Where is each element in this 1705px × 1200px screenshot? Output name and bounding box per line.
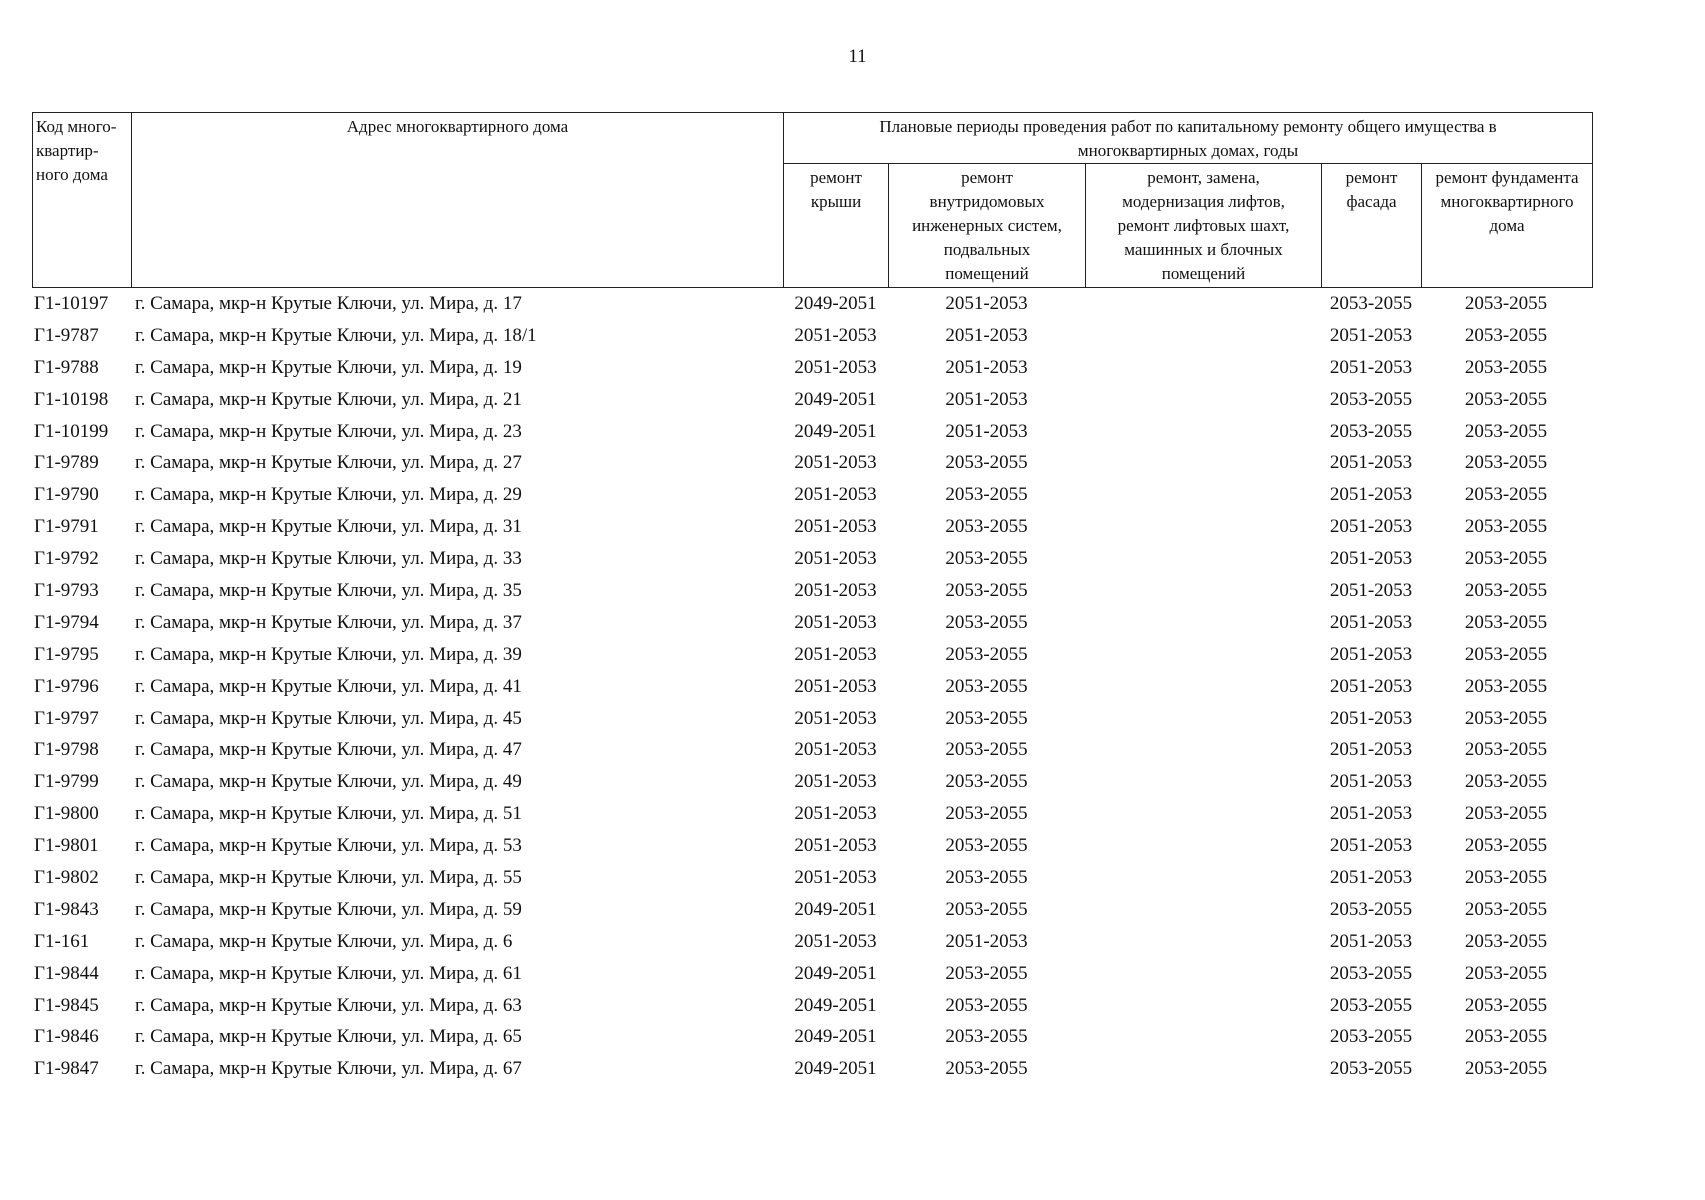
header-address: [132, 113, 784, 288]
cell-code: Г1-9844: [34, 962, 99, 984]
table-row: [32, 1053, 1592, 1085]
cell-address: г. Самара, мкр-н Крутые Ключи, ул. Мира, д. 49: [135, 771, 522, 793]
header-code-line: Код много-: [36, 117, 117, 136]
cell-foundation: 2053-2055: [1464, 866, 1548, 888]
cell-facade: 2051-2053: [1329, 356, 1413, 378]
page-number: 11: [848, 46, 867, 67]
cell-code: Г1-9798: [34, 739, 99, 761]
cell-address: г. Самара, мкр-н Крутые Ключи, ул. Мира, д. 19: [135, 356, 522, 378]
cell-code: Г1-9801: [34, 835, 99, 857]
header-code: [33, 113, 132, 288]
table-row: [32, 607, 1592, 639]
cell-address: г. Самара, мкр-н Крутые Ключи, ул. Мира, д. 33: [135, 548, 522, 570]
cell-address: г. Самара, мкр-н Крутые Ключи, ул. Мира, д. 31: [135, 516, 522, 538]
table-row: [32, 1021, 1592, 1053]
cell-foundation: 2053-2055: [1464, 898, 1548, 920]
cell-code: Г1-9800: [34, 803, 99, 825]
cell-foundation: 2053-2055: [1464, 548, 1548, 570]
cell-engineering: 2053-2055: [945, 611, 1028, 633]
cell-foundation: 2053-2055: [1464, 516, 1548, 538]
header-lifts: [1086, 164, 1322, 288]
cell-foundation: 2053-2055: [1464, 930, 1548, 952]
cell-address: г. Самара, мкр-н Крутые Ключи, ул. Мира, д. 63: [135, 994, 522, 1016]
cell-engineering: 2053-2055: [945, 548, 1028, 570]
cell-foundation: 2053-2055: [1464, 611, 1548, 633]
cell-engineering: 2053-2055: [945, 484, 1028, 506]
header-engineering-line: инженерных систем,: [912, 216, 1062, 235]
cell-address: г. Самара, мкр-н Крутые Ключи, ул. Мира, д. 17: [135, 292, 522, 314]
header-lifts-line: ремонт, замена,: [1147, 168, 1260, 187]
cell-roof: 2049-2051: [794, 388, 877, 410]
cell-roof: 2051-2053: [794, 548, 877, 570]
cell-address: г. Самара, мкр-н Крутые Ключи, ул. Мира, д. 55: [135, 866, 522, 888]
cell-facade: 2051-2053: [1329, 675, 1413, 697]
cell-foundation: 2053-2055: [1464, 452, 1548, 474]
header-facade: [1322, 164, 1422, 288]
cell-engineering: 2051-2053: [945, 388, 1028, 410]
cell-facade: 2053-2055: [1329, 898, 1413, 920]
cell-address: г. Самара, мкр-н Крутые Ключи, ул. Мира, д. 39: [135, 643, 522, 665]
header-periods-line: многоквартирных домах, годы: [1077, 141, 1299, 160]
cell-engineering: 2053-2055: [945, 675, 1028, 697]
cell-code: Г1-9843: [34, 898, 99, 920]
table-row: [32, 352, 1592, 384]
table-row: [32, 766, 1592, 798]
cell-code: Г1-10197: [34, 292, 109, 314]
table-row: [32, 543, 1592, 575]
cell-engineering: 2053-2055: [945, 898, 1028, 920]
table-row: [32, 416, 1592, 448]
cell-address: г. Самара, мкр-н Крутые Ключи, ул. Мира, д. 18/1: [135, 324, 537, 346]
cell-roof: 2049-2051: [794, 292, 877, 314]
cell-code: Г1-9791: [34, 516, 99, 538]
cell-engineering: 2053-2055: [945, 643, 1028, 665]
cell-engineering: 2053-2055: [945, 1058, 1028, 1080]
cell-foundation: 2053-2055: [1464, 1058, 1548, 1080]
header-engineering-line: ремонт: [961, 168, 1013, 187]
cell-code: Г1-9847: [34, 1058, 99, 1080]
cell-code: Г1-9846: [34, 1026, 99, 1048]
cell-facade: 2053-2055: [1329, 1026, 1413, 1048]
header-periods: [784, 113, 1593, 164]
table-row: [32, 447, 1592, 479]
header-roof-line: ремонт: [810, 168, 862, 187]
cell-foundation: 2053-2055: [1464, 835, 1548, 857]
table-body: [32, 288, 1592, 1085]
cell-code: Г1-9790: [34, 484, 99, 506]
cell-code: Г1-161: [34, 930, 90, 952]
cell-code: Г1-9797: [34, 707, 99, 729]
table-row: [32, 958, 1592, 990]
cell-foundation: 2053-2055: [1464, 771, 1548, 793]
cell-facade: 2051-2053: [1329, 452, 1413, 474]
cell-facade: 2051-2053: [1329, 866, 1413, 888]
cell-foundation: 2053-2055: [1464, 803, 1548, 825]
cell-roof: 2051-2053: [794, 707, 877, 729]
cell-roof: 2051-2053: [794, 324, 877, 346]
cell-engineering: 2053-2055: [945, 516, 1028, 538]
cell-foundation: 2053-2055: [1464, 484, 1548, 506]
cell-facade: 2051-2053: [1329, 803, 1413, 825]
cell-roof: 2051-2053: [794, 643, 877, 665]
header-roof: [784, 164, 889, 288]
header-lifts-line: ремонт лифтовых шахт,: [1117, 216, 1290, 235]
cell-engineering: 2053-2055: [945, 1026, 1028, 1048]
cell-roof: 2051-2053: [794, 611, 877, 633]
header-lifts-line: помещений: [1161, 264, 1246, 283]
cell-code: Г1-9788: [34, 356, 99, 378]
cell-address: г. Самара, мкр-н Крутые Ключи, ул. Мира, д. 27: [135, 452, 522, 474]
table-row: [32, 288, 1592, 320]
table-row: [32, 926, 1592, 958]
table-row: [32, 320, 1592, 352]
cell-roof: 2049-2051: [794, 994, 877, 1016]
cell-facade: 2051-2053: [1329, 516, 1413, 538]
table-row: [32, 830, 1592, 862]
cell-address: г. Самара, мкр-н Крутые Ключи, ул. Мира, д. 61: [135, 962, 522, 984]
cell-roof: 2051-2053: [794, 579, 877, 601]
cell-code: Г1-10199: [34, 420, 109, 442]
cell-facade: 2051-2053: [1329, 548, 1413, 570]
cell-roof: 2051-2053: [794, 803, 877, 825]
cell-address: г. Самара, мкр-н Крутые Ключи, ул. Мира, д. 65: [135, 1026, 522, 1048]
cell-foundation: 2053-2055: [1464, 420, 1548, 442]
cell-address: г. Самара, мкр-н Крутые Ключи, ул. Мира, д. 21: [135, 388, 522, 410]
cell-roof: 2049-2051: [794, 420, 877, 442]
cell-foundation: 2053-2055: [1464, 388, 1548, 410]
table-row: [32, 639, 1592, 671]
cell-foundation: 2053-2055: [1464, 579, 1548, 601]
cell-engineering: 2051-2053: [945, 324, 1028, 346]
cell-engineering: 2051-2053: [945, 420, 1028, 442]
table-row: [32, 671, 1592, 703]
table-row: [32, 703, 1592, 735]
header-engineering-line: подвальных: [943, 240, 1031, 259]
cell-facade: 2053-2055: [1329, 292, 1413, 314]
cell-code: Г1-9845: [34, 994, 99, 1016]
header-lifts-line: машинных и блочных: [1124, 240, 1283, 259]
cell-foundation: 2053-2055: [1464, 707, 1548, 729]
header-engineering: [889, 164, 1086, 288]
cell-roof: 2051-2053: [794, 516, 877, 538]
cell-roof: 2051-2053: [794, 484, 877, 506]
header-foundation-line: дома: [1489, 216, 1525, 235]
header-code-line: ного дома: [36, 165, 108, 184]
table-row: [32, 511, 1592, 543]
cell-facade: 2053-2055: [1329, 388, 1413, 410]
cell-code: Г1-9787: [34, 324, 99, 346]
cell-engineering: 2053-2055: [945, 739, 1028, 761]
cell-engineering: 2053-2055: [945, 707, 1028, 729]
cell-engineering: 2051-2053: [945, 356, 1028, 378]
cell-engineering: 2051-2053: [945, 292, 1028, 314]
cell-engineering: 2053-2055: [945, 866, 1028, 888]
cell-address: г. Самара, мкр-н Крутые Ключи, ул. Мира, д. 67: [135, 1058, 522, 1080]
cell-address: г. Самара, мкр-н Крутые Ключи, ул. Мира, д. 51: [135, 803, 522, 825]
cell-facade: 2053-2055: [1329, 994, 1413, 1016]
table-row: [32, 384, 1592, 416]
header-facade-line: ремонт: [1345, 168, 1398, 187]
cell-facade: 2051-2053: [1329, 643, 1413, 665]
cell-code: Г1-9795: [34, 643, 99, 665]
cell-roof: 2051-2053: [794, 739, 877, 761]
cell-facade: 2051-2053: [1329, 579, 1413, 601]
cell-engineering: 2053-2055: [945, 803, 1028, 825]
cell-code: Г1-9793: [34, 579, 99, 601]
cell-foundation: 2053-2055: [1464, 643, 1548, 665]
cell-address: г. Самара, мкр-н Крутые Ключи, ул. Мира, д. 35: [135, 579, 522, 601]
cell-address: г. Самара, мкр-н Крутые Ключи, ул. Мира, д. 59: [135, 898, 522, 920]
header-engineering-line: помещений: [945, 264, 1029, 283]
cell-address: г. Самара, мкр-н Крутые Ключи, ул. Мира, д. 6: [135, 930, 513, 952]
header-foundation: [1422, 164, 1593, 288]
cell-engineering: 2051-2053: [945, 930, 1028, 952]
cell-facade: 2051-2053: [1329, 484, 1413, 506]
cell-roof: 2051-2053: [794, 356, 877, 378]
cell-code: Г1-9794: [34, 611, 99, 633]
cell-foundation: 2053-2055: [1464, 324, 1548, 346]
cell-address: г. Самара, мкр-н Крутые Ключи, ул. Мира, д. 37: [135, 611, 522, 633]
table-row: [32, 862, 1592, 894]
cell-roof: 2049-2051: [794, 898, 877, 920]
cell-facade: 2051-2053: [1329, 835, 1413, 857]
cell-engineering: 2053-2055: [945, 962, 1028, 984]
cell-foundation: 2053-2055: [1464, 962, 1548, 984]
cell-engineering: 2053-2055: [945, 452, 1028, 474]
cell-code: Г1-9796: [34, 675, 99, 697]
cell-facade: 2051-2053: [1329, 739, 1413, 761]
cell-engineering: 2053-2055: [945, 579, 1028, 601]
header-periods-line: Плановые периоды проведения работ по капитальному ремонту общего имущества в: [879, 117, 1497, 136]
cell-foundation: 2053-2055: [1464, 356, 1548, 378]
cell-code: Г1-9799: [34, 771, 99, 793]
table-row: [32, 894, 1592, 926]
cell-engineering: 2053-2055: [945, 835, 1028, 857]
cell-address: г. Самара, мкр-н Крутые Ключи, ул. Мира, д. 41: [135, 675, 522, 697]
header-roof-line: крыши: [810, 192, 862, 211]
cell-roof: 2051-2053: [794, 866, 877, 888]
cell-foundation: 2053-2055: [1464, 292, 1548, 314]
cell-facade: 2053-2055: [1329, 420, 1413, 442]
header-foundation-line: ремонт фундамента: [1435, 168, 1579, 187]
cell-roof: 2051-2053: [794, 675, 877, 697]
cell-engineering: 2053-2055: [945, 771, 1028, 793]
table-row: [32, 575, 1592, 607]
cell-address: г. Самара, мкр-н Крутые Ключи, ул. Мира, д. 29: [135, 484, 522, 506]
cell-roof: 2049-2051: [794, 1058, 877, 1080]
cell-facade: 2051-2053: [1329, 771, 1413, 793]
header-facade-line: фасада: [1346, 192, 1397, 211]
cell-facade: 2051-2053: [1329, 611, 1413, 633]
cell-roof: 2049-2051: [794, 962, 877, 984]
cell-code: Г1-10198: [34, 388, 109, 410]
cell-facade: 2051-2053: [1329, 707, 1413, 729]
cell-foundation: 2053-2055: [1464, 994, 1548, 1016]
cell-code: Г1-9792: [34, 548, 99, 570]
header-code-line: квартир-: [36, 141, 99, 160]
cell-address: г. Самара, мкр-н Крутые Ключи, ул. Мира, д. 45: [135, 707, 522, 729]
cell-roof: 2049-2051: [794, 1026, 877, 1048]
table-row: [32, 479, 1592, 511]
cell-foundation: 2053-2055: [1464, 675, 1548, 697]
table-row: [32, 990, 1592, 1022]
cell-roof: 2051-2053: [794, 835, 877, 857]
cell-roof: 2051-2053: [794, 452, 877, 474]
cell-engineering: 2053-2055: [945, 994, 1028, 1016]
cell-roof: 2051-2053: [794, 771, 877, 793]
header-lifts-line: модернизация лифтов,: [1122, 192, 1285, 211]
cell-foundation: 2053-2055: [1464, 1026, 1548, 1048]
cell-facade: 2053-2055: [1329, 1058, 1413, 1080]
cell-foundation: 2053-2055: [1464, 739, 1548, 761]
cell-roof: 2051-2053: [794, 930, 877, 952]
header-address-label: Адрес многоквартирного дома: [346, 117, 569, 136]
table-row: [32, 734, 1592, 766]
table-header: [32, 112, 1593, 288]
table-row: [32, 798, 1592, 830]
cell-code: Г1-9789: [34, 452, 99, 474]
cell-address: г. Самара, мкр-н Крутые Ключи, ул. Мира, д. 47: [135, 739, 522, 761]
cell-address: г. Самара, мкр-н Крутые Ключи, ул. Мира, д. 53: [135, 835, 522, 857]
cell-address: г. Самара, мкр-н Крутые Ключи, ул. Мира, д. 23: [135, 420, 522, 442]
header-engineering-line: внутридомовых: [929, 192, 1045, 211]
header-foundation-line: многоквартирного: [1440, 192, 1574, 211]
cell-facade: 2051-2053: [1329, 324, 1413, 346]
cell-facade: 2051-2053: [1329, 930, 1413, 952]
cell-code: Г1-9802: [34, 866, 99, 888]
cell-facade: 2053-2055: [1329, 962, 1413, 984]
